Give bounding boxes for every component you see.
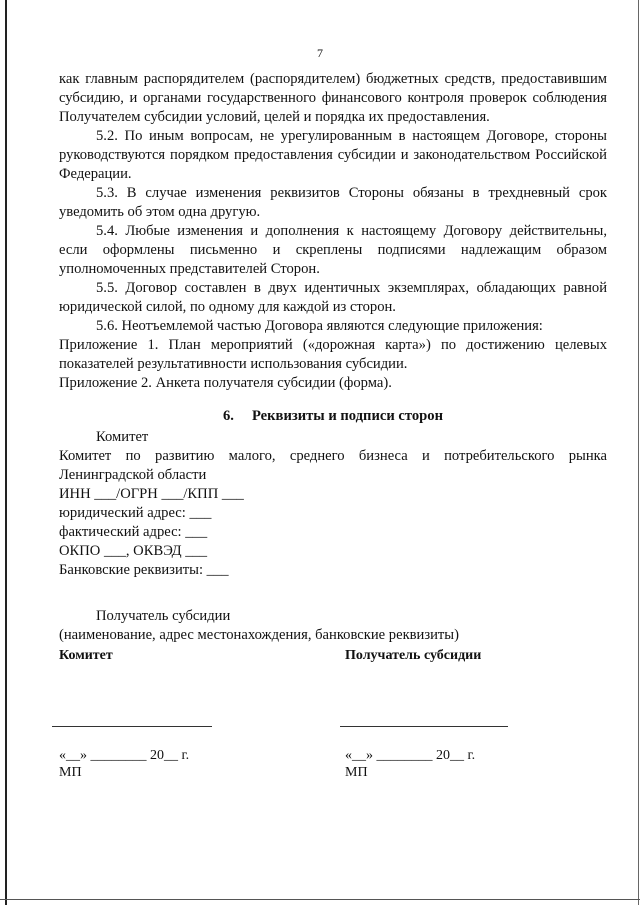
paragraph-5-6: 5.6. Неотъемлемой частью Договора являются следующие приложения: xyxy=(96,318,543,334)
paragraph-5-2: 5.2. По иным вопросам, не урегулированным в настоящем Договоре, стороны руководствуются порядком предоставления субсидии и законодательством Российской Федерации. xyxy=(59,128,607,182)
appendix-2: Приложение 2. Анкета получателя субсидии (форма). xyxy=(59,375,392,391)
section-title: Реквизиты и подписи сторон xyxy=(251,408,443,424)
committee-inn: ИНН ___/ОГРН ___/КПП ___ xyxy=(59,486,244,502)
scan-left-edge xyxy=(5,0,7,905)
signature-date-recipient: «__» ________ 20__ г. xyxy=(345,748,476,763)
page-number: 7 xyxy=(317,46,323,60)
appendix-1: Приложение 1. План мероприятий («дорожная карта») по достижению целевых показателей результативности использования субсидии. xyxy=(59,337,607,372)
section-heading xyxy=(59,407,607,426)
paragraph-5-5: 5.5. Договор составлен в двух идентичных экземплярах, обладающих равной юридической силой, по одному для каждой из сторон. xyxy=(59,280,607,315)
signature-date-committee: «__» ________ 20__ г. xyxy=(59,748,190,763)
committee-actual-address: фактический адрес: ___ xyxy=(59,524,208,540)
document-body xyxy=(59,70,607,645)
committee-okpo: ОКПО ___, ОКВЭД ___ xyxy=(59,543,208,559)
committee-legal-address: юридический адрес: ___ xyxy=(59,505,212,521)
paragraph-5-4: 5.4. Любые изменения и дополнения к настоящему Договору действительны, если оформлены письменно и скреплены подписями надлежащим образом уполномоченных представителей Сторон. xyxy=(59,223,607,277)
signature-label-committee: Комитет xyxy=(59,648,113,663)
signature-line-committee xyxy=(52,726,212,727)
committee-bank: Банковские реквизиты: ___ xyxy=(59,562,229,578)
recipient-details: (наименование, адрес местонахождения, банковские реквизиты) xyxy=(59,627,459,643)
committee-name: Комитет по развитию малого, среднего бизнеса и потребительского рынка Ленинградской области xyxy=(59,448,607,483)
recipient-heading: Получатель субсидии xyxy=(96,608,231,624)
stamp-place-committee: МП xyxy=(59,765,82,780)
paragraph-5-3: 5.3. В случае изменения реквизитов Стороны обязаны в трехдневный срок уведомить об этом одна другую. xyxy=(59,185,607,220)
signature-label-recipient: Получатель субсидии xyxy=(345,648,482,663)
stamp-place-recipient: МП xyxy=(345,765,368,780)
committee-heading: Комитет xyxy=(96,429,149,445)
signature-line-recipient xyxy=(340,726,508,727)
scan-right-edge xyxy=(638,0,639,905)
section-number: 6. xyxy=(223,408,234,424)
paragraph-continuation: как главным распорядителем (распорядителем) бюджетных средств, предоставившим субсидию, и органами государственного финансового контроля проверок соблюдения Получателем субсидии условий, целей и порядка их предоставления. xyxy=(59,71,607,125)
scan-bottom-edge xyxy=(0,899,640,900)
